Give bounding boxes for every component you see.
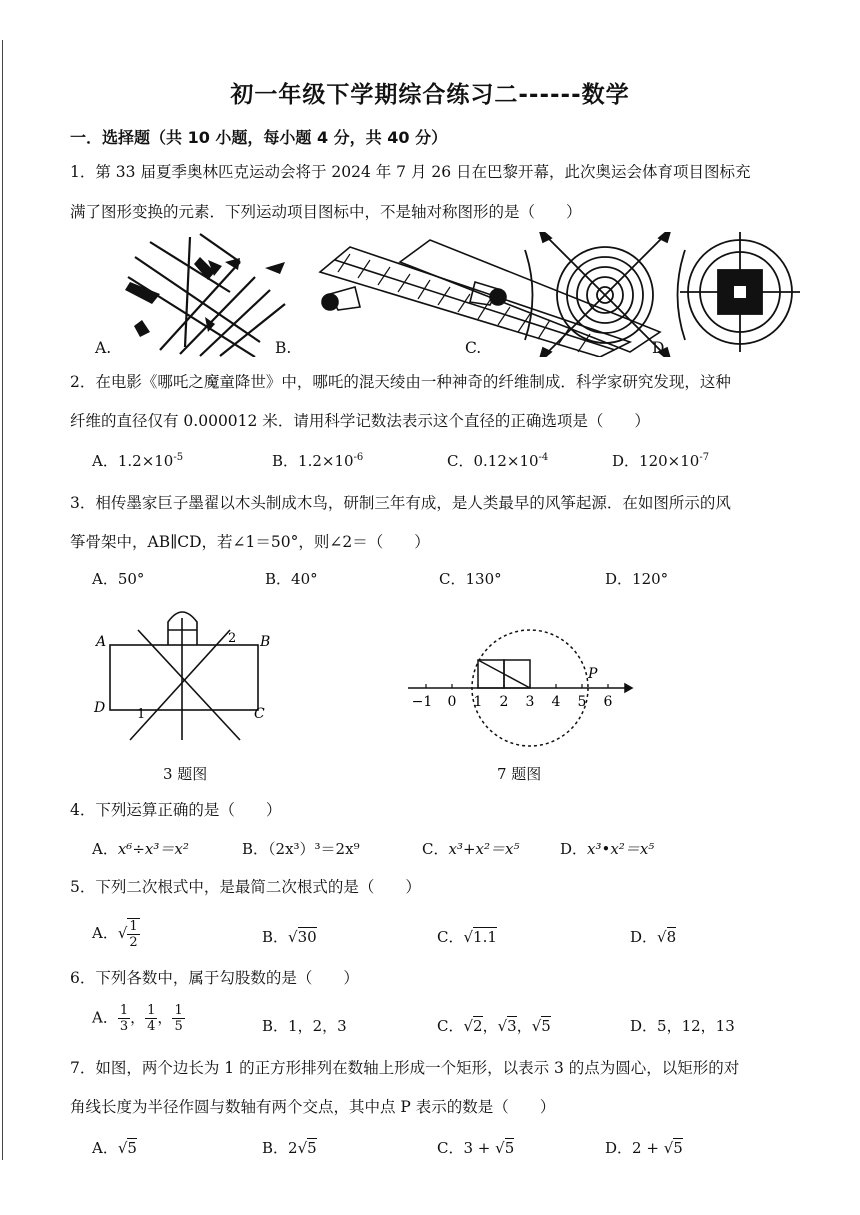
q6-option-c: C．√2，√3，√5: [437, 1017, 551, 1035]
section-heading: 一．选择题（共 10 小题，每小题 4 分，共 40 分）: [70, 128, 448, 147]
q1-icons-figure: [90, 232, 830, 357]
q3-option-d: D．120°: [605, 570, 669, 588]
q3-caption: 3 题图: [163, 765, 208, 783]
q6-line: 6．下列各数中，属于勾股数的是（ ）: [70, 969, 359, 987]
q3-line2: 筝骨架中，AB∥CD，若∠1＝50°，则∠2＝（ ）: [70, 533, 430, 551]
q3-label-a: A: [96, 634, 107, 650]
q2-option-b: B．$1.2\times 10^{-6}$: [272, 452, 364, 470]
page-title: 初一年级下学期综合练习二------数学: [230, 82, 630, 108]
q1-line1: 1．第 33 届夏季奥林匹克运动会将于 2024 年 7 月 26 日在巴黎开幕，此次奥运会体育项目图标充: [70, 163, 751, 181]
q4-line: 4．下列运算正确的是（ ）: [70, 801, 282, 819]
q7-tick-3: 3: [525, 694, 535, 710]
q3-angle-2: 2: [228, 631, 237, 646]
q7-tick-6: 6: [603, 694, 613, 710]
q1-label-b: B.: [275, 339, 292, 357]
q2-line2: 纤维的直径仅有 0.000012 米．请用科学记数法表示这个直径的正确选项是（ ）: [70, 412, 650, 430]
q1-line2: 满了图形变换的元素．下列运动项目图标中，不是轴对称图形的是（ ）: [70, 203, 582, 221]
q7-line2: 角线长度为半径作圆与数轴有两个交点，其中点 P 表示的数是（ ）: [70, 1098, 556, 1116]
q7-caption: 7 题图: [497, 765, 542, 783]
q7-option-b: B．2√5: [262, 1139, 317, 1157]
q3-option-c: C．130°: [439, 570, 502, 588]
q2-line1: 2．在电影《哪吒之魔童降世》中，哪吒的混天绫由一种神奇的纤维制成．科学家研究发现，这种: [70, 373, 731, 391]
q7-tick-1: 1: [473, 694, 483, 710]
q5-option-a: A．√ $\frac{1}{2}$: [92, 919, 138, 950]
q4-option-b: B．（2x³）³＝2x⁹: [242, 840, 360, 858]
q4-option-c: C．x³+x²＝x⁵: [422, 840, 520, 858]
q6-option-d: D．5，12，13: [630, 1017, 735, 1035]
q7-line1: 7．如图，两个边长为 1 的正方形排列在数轴上形成一个矩形，以表示 3 的点为圆心，以矩形的对: [70, 1059, 740, 1077]
q7-tick-2: 2: [499, 694, 509, 710]
q1-label-c: C.: [465, 339, 482, 357]
q5-option-c: C．√1.1: [437, 928, 497, 946]
q2-option-a: A．$1.2\times 10^{-5}$: [92, 452, 184, 470]
q7-tick-5: 5: [577, 694, 587, 710]
q2-option-d: D．$120\times 10^{-7}$: [612, 452, 710, 470]
q3-line1: 3．相传墨家巨子墨翟以木头制成木鸟，研制三年有成，是人类最早的风筝起源．在如图所示的风: [70, 494, 731, 512]
q5-option-d: D．√8: [630, 928, 677, 946]
q6-option-b: B．1，2，3: [262, 1017, 347, 1035]
q1-label-a: A.: [95, 339, 112, 357]
q7-tick-neg1: −1: [411, 694, 433, 710]
q5-option-b: B．√30: [262, 928, 317, 946]
q7-numberline-figure: [400, 618, 640, 768]
page-edge-line: [2, 40, 3, 1160]
q4-option-a: A．x⁶÷x³＝x²: [92, 840, 189, 858]
q7-option-d: D．2 + √5: [605, 1139, 683, 1157]
q7-tick-0: 0: [447, 694, 457, 710]
q3-label-c: C: [254, 706, 265, 722]
q3-label-b: B: [260, 634, 271, 650]
q5-line: 5．下列二次根式中，是最简二次根式的是（ ）: [70, 878, 421, 896]
q3-option-b: B．40°: [265, 570, 318, 588]
shooting-target-icon: [680, 232, 800, 352]
q7-option-a: A．√5: [92, 1139, 137, 1157]
q6-option-a: A． $\frac{1}{3}$ ， $\frac{1}{4}$ ， $\frac{1}{5}$: [92, 1003, 183, 1034]
q4-option-d: D．x³•x²＝x⁵: [560, 840, 655, 858]
q2-option-c: C．$0.12\times 10^{-4}$: [447, 452, 549, 470]
q7-option-c: C．3 + √5: [437, 1139, 515, 1157]
q3-label-d: D: [94, 700, 106, 716]
q3-kite-figure: [90, 600, 290, 745]
q3-option-a: A．50°: [92, 570, 145, 588]
q7-tick-4: 4: [551, 694, 561, 710]
q3-angle-1: 1: [137, 707, 146, 722]
q1-label-d: D.: [652, 339, 669, 357]
q7-point-p: P: [588, 666, 598, 682]
